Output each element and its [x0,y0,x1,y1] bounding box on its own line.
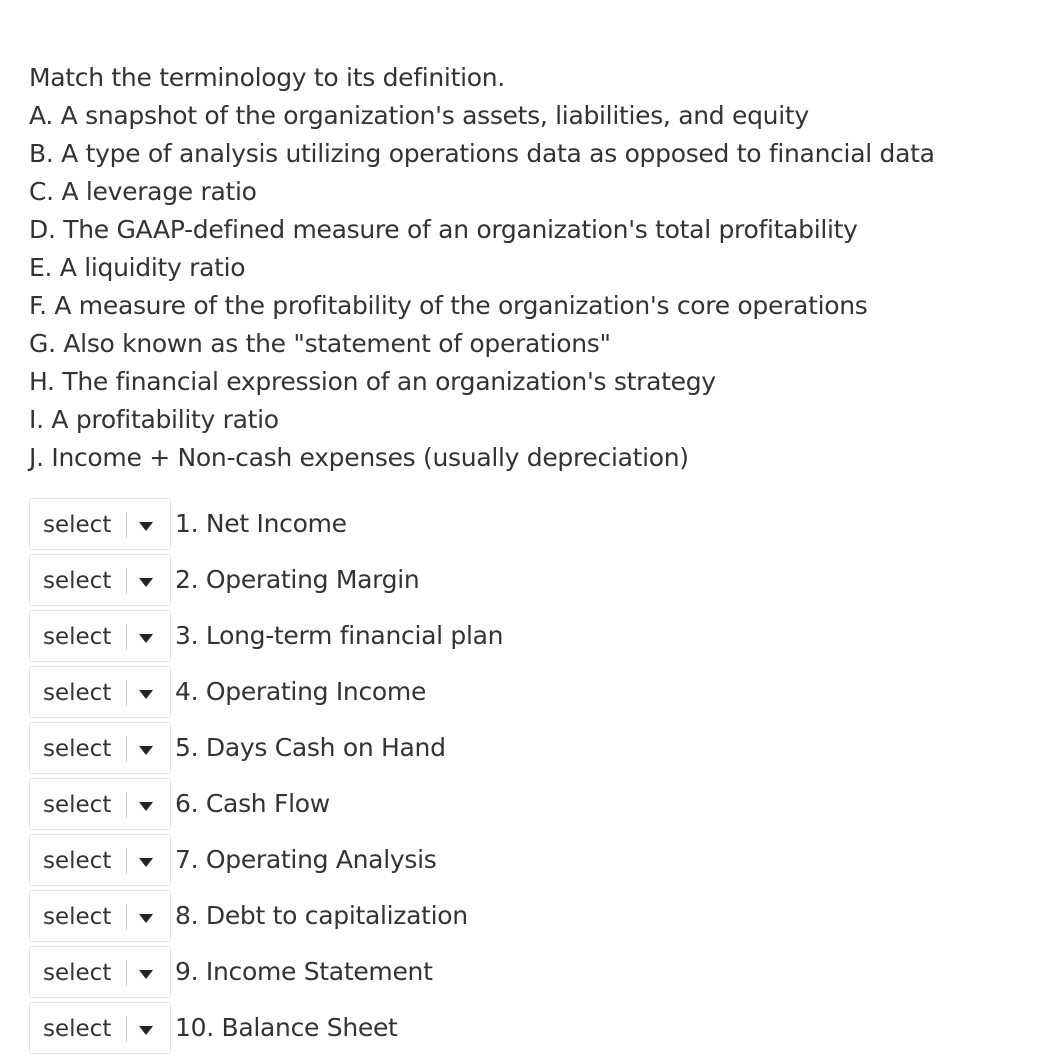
match-select-7[interactable] [29,834,171,886]
term-label-10: 10. Balance Sheet [175,1013,398,1042]
select-divider [126,1016,127,1042]
definition-c: C. A leverage ratio [29,177,257,206]
match-select-5[interactable] [29,722,171,774]
select-divider [126,960,127,986]
term-label-3: 3. Long-term financial plan [175,621,504,650]
term-label-2: 2. Operating Margin [175,565,420,594]
select-divider [126,792,127,818]
definition-f: F. A measure of the profitability of the organization's core operations [29,291,868,320]
select-value: select [43,624,112,650]
definition-i: I. A profitability ratio [29,405,279,434]
term-label-7: 7. Operating Analysis [175,845,437,874]
select-divider [126,904,127,930]
definition-e: E. A liquidity ratio [29,253,246,282]
select-value: select [43,680,112,706]
select-value: select [43,960,112,986]
chevron-down-icon[interactable] [139,970,153,979]
term-label-5: 5. Days Cash on Hand [175,733,446,762]
match-select-1[interactable] [29,498,171,550]
select-value: select [43,568,112,594]
term-label-9: 9. Income Statement [175,957,433,986]
select-value: select [43,848,112,874]
match-select-3[interactable] [29,610,171,662]
chevron-down-icon[interactable] [139,634,153,643]
chevron-down-icon[interactable] [139,746,153,755]
select-value: select [43,792,112,818]
select-divider [126,680,127,706]
chevron-down-icon[interactable] [139,522,153,531]
question-block [29,59,1029,477]
select-divider [126,624,127,650]
select-divider [126,736,127,762]
definition-h: H. The financial expression of an organization's strategy [29,367,716,396]
question-prompt: Match the terminology to its definition. [29,63,505,92]
match-select-10[interactable] [29,1002,171,1054]
term-label-8: 8. Debt to capitalization [175,901,468,930]
chevron-down-icon[interactable] [139,858,153,867]
select-divider [126,512,127,538]
match-select-4[interactable] [29,666,171,718]
definition-g: G. Also known as the "statement of operations" [29,329,611,358]
match-select-6[interactable] [29,778,171,830]
select-value: select [43,904,112,930]
term-label-1: 1. Net Income [175,509,347,538]
select-divider [126,568,127,594]
definition-a: A. A snapshot of the organization's assets, liabilities, and equity [29,101,809,130]
match-select-8[interactable] [29,890,171,942]
select-value: select [43,1016,112,1042]
definition-b: B. A type of analysis utilizing operations data as opposed to financial data [29,139,935,168]
chevron-down-icon[interactable] [139,690,153,699]
chevron-down-icon[interactable] [139,578,153,587]
select-value: select [43,736,112,762]
term-label-6: 6. Cash Flow [175,789,330,818]
term-label-4: 4. Operating Income [175,677,427,706]
chevron-down-icon[interactable] [139,914,153,923]
chevron-down-icon[interactable] [139,1026,153,1035]
chevron-down-icon[interactable] [139,802,153,811]
definition-d: D. The GAAP-defined measure of an organization's total profitability [29,215,858,244]
match-select-2[interactable] [29,554,171,606]
select-divider [126,848,127,874]
select-value: select [43,512,112,538]
definition-j: J. Income + Non-cash expenses (usually depreciation) [29,443,689,472]
match-select-9[interactable] [29,946,171,998]
